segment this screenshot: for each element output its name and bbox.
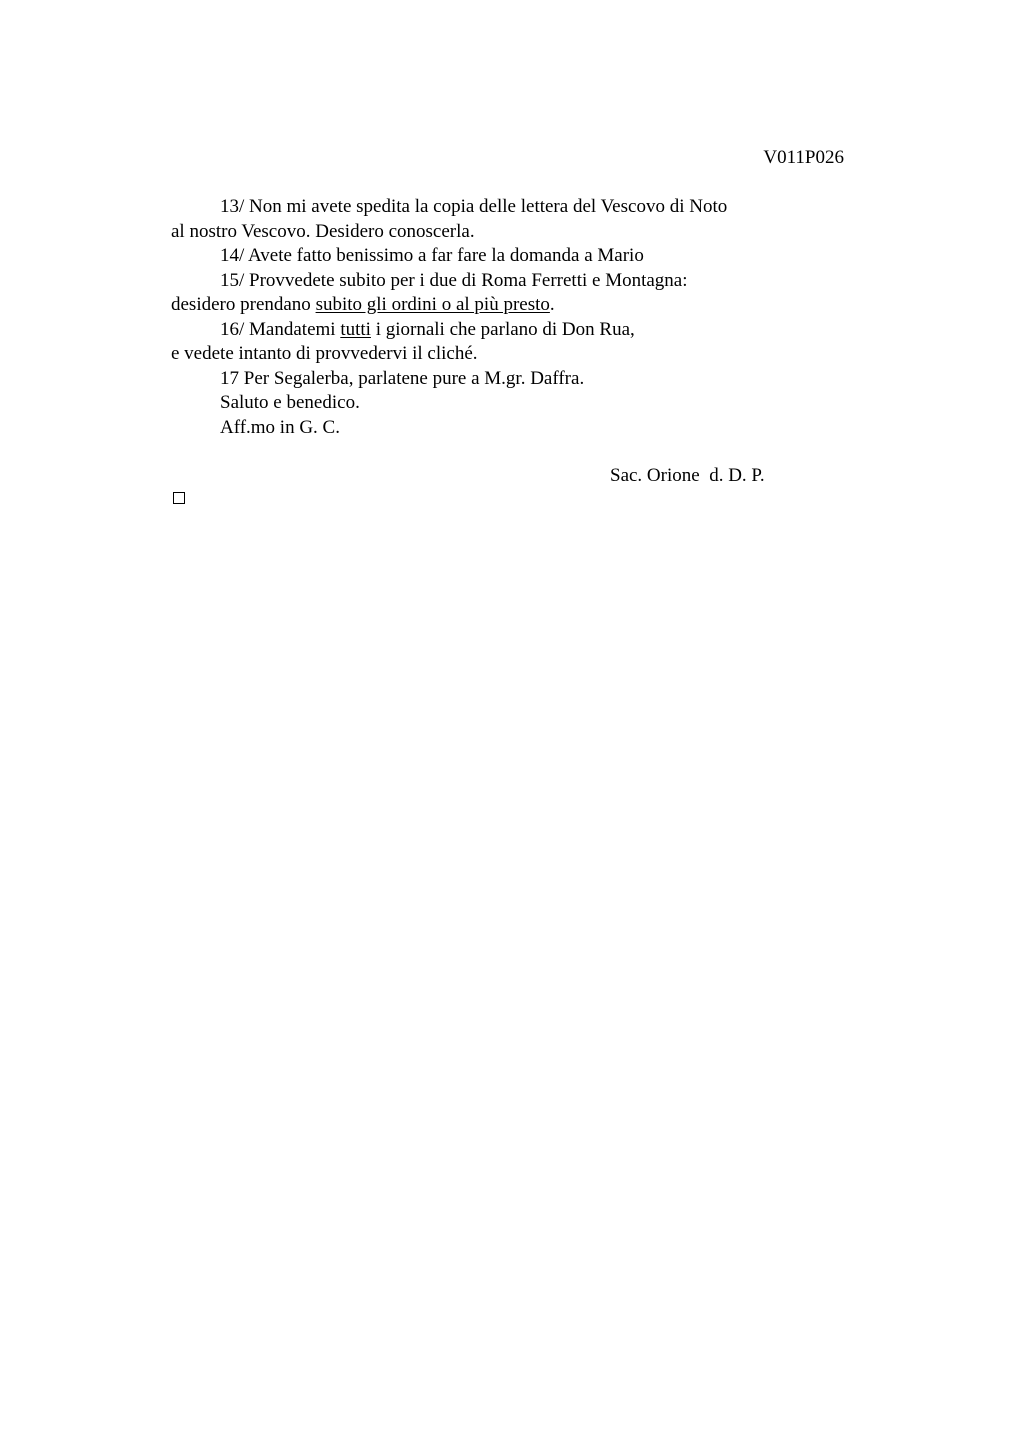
greeting: Saluto e benedico. <box>220 392 360 413</box>
item-13-line-1: 13/ Non mi avete spedita la copia delle lettera del Vescovo di Noto <box>220 196 728 217</box>
item-16-underlined-text: tutti <box>340 318 371 340</box>
item-15-text-before: desidero prendano <box>171 294 316 315</box>
item-15-text-after: . <box>549 294 555 315</box>
item-15-line-2 <box>171 293 871 318</box>
item-15-underlined-text: subito gli ordini o al più presto <box>315 294 550 315</box>
end-box-icon <box>173 492 185 504</box>
item-14: 14/ Avete fatto benissimo a far fare la domanda a Mario <box>220 245 644 266</box>
letter-body <box>171 195 871 440</box>
item-13-line-2: al nostro Vescovo. Desidero conoscerla. <box>171 220 475 242</box>
page-id: V011P026 <box>763 147 844 168</box>
item-16-line-1 <box>171 318 871 343</box>
item-15-line-1: 15/ Provvedete subito per i due di Roma Ferretti e Montagna: <box>220 269 688 291</box>
closing: Aff.mo in G. C. <box>220 416 340 438</box>
item-16-text-after: i giornali che parlano di Don Rua, <box>370 318 635 340</box>
item-16-text-before: 16/ Mandatemi <box>220 318 341 340</box>
item-17: 17 Per Segalerba, parlatene pure a M.gr. Daffra. <box>220 367 585 389</box>
item-16-line-2: e vedete intanto di provvedervi il cliché. <box>171 343 478 364</box>
signature: Sac. Orione d. D. P. <box>610 465 765 486</box>
